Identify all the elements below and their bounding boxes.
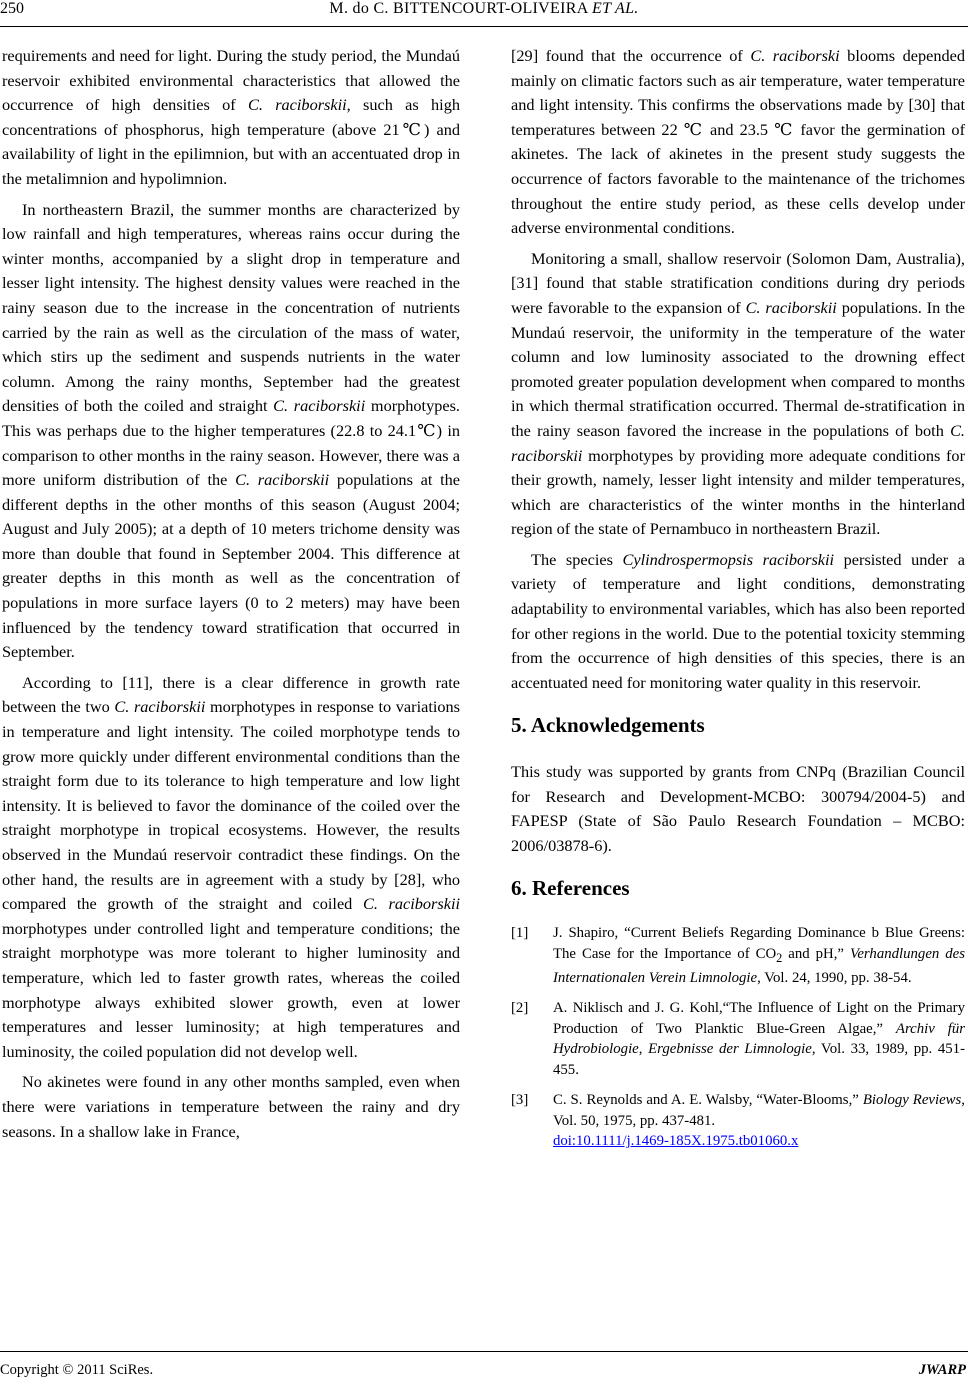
paragraph [511,247,965,542]
species-name: C. raciborskii [235,470,330,490]
species-name: Cylindrospermopsis raciborskii [622,549,835,569]
references-heading: 6. References [511,876,630,901]
species-name: C. raciborskii [745,297,837,317]
paragraph [511,44,965,241]
text: and pH,” [782,945,850,962]
text: populations at the different depths in the other months of this season (August 2004; August and July 2005); at a depth of 10 meters trichome density was more than double that found in September 2004. This difference at greater depths in this month as well as the concentration of populations in more surface layers (0 to 2 meters) may have been influenced by the tendency toward stratification that occurred in September. [2,470,460,662]
species-name: C. raciborski [750,46,840,65]
text: C. S. Reynolds and A. E. Walsby, “Water-Blooms,” [553,1092,863,1109]
text: requirements and need for light. During the study period, the Mundaú reservoir exhibited environmental characteristics that allowed the occurrence of high densities of [2,46,460,115]
text: The species [531,549,623,569]
paragraph [511,548,965,696]
page-header [0,0,968,24]
text: persisted under a variety of temperature and light conditions, demonstrating adaptability to environmental variables, which has also been reported for other regions in the world. Due to the potential toxicity stemming from the occurrence of high densities of this species, there is an accentuated need for monitoring water quality in this reservoir. [511,549,965,692]
text: morphotypes under controlled light and temperature conditions; the straight morphotype was more tolerant to higher luminosity and temperature, which led to faster growth rates, whereas the coiled morphotype always exhibited slower growth, even at lower temperatures and lesser luminosity; at high temperatures and luminosity, the coiled population did not develop well. [2,918,460,1061]
journal-abbrev: JWARP [918,1362,966,1378]
text: blooms depended mainly on climatic factors such as air temperature, water temperature and light intensity. This confirms the observations made by [30] that temperatures between 22 ℃ and 23.5 ℃ favor the germination of akinetes. The lack of akinetes in the present study suggests the occurrence of factors favorable to the maintenance of the trichomes throughout the entire study period, as these cells develop under adverse environmental conditions. [511,46,965,238]
reference-item [511,923,965,988]
text: A. Niklisch and J. G. Kohl,“The Influence of Light on the Primary Production of Two Planktic Blue-Green Algae,” [553,1000,965,1037]
page-number: 250 [0,0,24,17]
species-name: C. raciborskii [114,697,206,717]
reference-number: [1] [511,925,529,941]
text: , Vol. 50, 1975, pp. 437-481. [553,1092,965,1129]
text: In northeastern Brazil, the summer months are characterized by low rainfall and high temperatures, whereas rains occur during the winter months, accompanied by a slight drop in temperature and lesser light intensity. The highest density values were reached in the rainy season due to the increase in the concentration of nutrients carried by the rain as well as the circulation of the mass of water, which stirs up the sediment and suspends nutrients in the water column. Among the rainy months, September had the greatest densities of both the coiled and straight [2,199,460,416]
text: , Vol. 33, 1989, pp. 451-455. [553,1041,965,1078]
reference-item [511,1090,965,1152]
left-column [2,44,460,1150]
journal-name: Verhandlungen des Internationalen Verein Limnologie [553,945,965,986]
text: morphotypes. This was perhaps due to the higher temperatures (22.8 to 24.1℃) in comparison to other months in the rainy season. However, there was a more uniform distribution of the [2,396,460,490]
journal-name: Archiv für Hydrobiologie [553,1020,966,1058]
text: , Vol. 24, 1990, pp. 38-54. [757,969,912,986]
reference-number: [2] [511,1000,529,1017]
species-name: C. raciborskii [247,95,347,115]
paragraph: No akinetes were found in any other months sampled, even when there were variations in temperature between the rainy and dry seasons. In a shallow lake in France, [2,1072,460,1141]
paragraph [2,44,460,192]
running-head-author: M. do C. BITTENCOURT-OLIVEIRA [329,0,588,17]
header-rule [0,26,968,27]
text: morphotypes by providing more adequate conditions for their growth, namely, lesser light intensity and milder temperatures, which are characteristics of the winter months in the hinterland region of the state of Pernambuco in northeastern Brazil. [511,445,965,539]
reference-number: [3] [511,1092,529,1109]
subscript: 2 [776,950,783,965]
paragraph [2,671,460,1065]
journal-name: Ergebnisse der Limnologie [648,1041,812,1058]
species-name: C. raciborskii [511,420,965,465]
text: J. Shapiro, “Current Beliefs Regarding Dominance b Blue Greens: The Case for the Importance of CO [553,925,965,962]
acknowledgements-text: This study was supported by grants from CNPq (Brazilian Council for Research and Development-MCBO: 300794/2004-5) and FAPESP (State of São Paulo Research Foundation – MCBO: 2006/03878-6). [511,762,965,855]
reference-list [511,923,965,1152]
running-head [0,0,968,18]
text: According to [11], there is a clear difference in growth rate between the two [2,672,460,717]
right-column [511,44,965,1162]
acknowledgements-heading: 5. Acknowledgements [511,713,705,738]
footer-rule [0,1351,968,1352]
text: [29] found that the occurrence of [511,46,751,65]
reference-item [511,998,965,1080]
paragraph [2,198,460,665]
running-head-et-al: ET AL. [592,0,639,17]
text: , such as high concentrations of phosphorus, high temperature (above 21℃) and availability of light in the epilimnion, but with an accentuated drop in the metalimnion and hypolimnion. [2,95,460,188]
text: , [638,1041,649,1058]
text: Monitoring a small, shallow reservoir (Solomon Dam, Australia), [31] found that stable stratification conditions during dry periods were favorable to the expansion of [511,248,965,317]
text: populations. In the Mundaú reservoir, the uniformity in the temperature of the water column and low luminosity associated to the drowning effect promoted greater population development when compared to months in which thermal stratification occurred. Thermal de-stratification in the rainy season favored the increase in the populations of both [511,297,966,440]
species-name: C. raciborskii [362,894,460,914]
journal-name: Biology Reviews [862,1092,962,1109]
copyright: Copyright © 2011 SciRes. [0,1362,154,1378]
text: morphotypes in response to variations in temperature and light intensity. The coiled morphotype tends to grow more quickly under different environmental conditions than the straight form due to its tolerance to high temperature and low light intensity. It is believed to favor the dominance of the coiled over the straight morphotype in tropical ecosystems. However, the results observed in the Mundaú reservoir contradict these findings. On the other hand, the results are in agreement with a study by [28], who compared the growth of the straight and coiled [2,697,460,914]
doi-link[interactable]: doi:10.1111/j.1469-185X.1975.tb01060.x [553,1133,799,1150]
species-name: C. raciborskii [273,396,366,416]
